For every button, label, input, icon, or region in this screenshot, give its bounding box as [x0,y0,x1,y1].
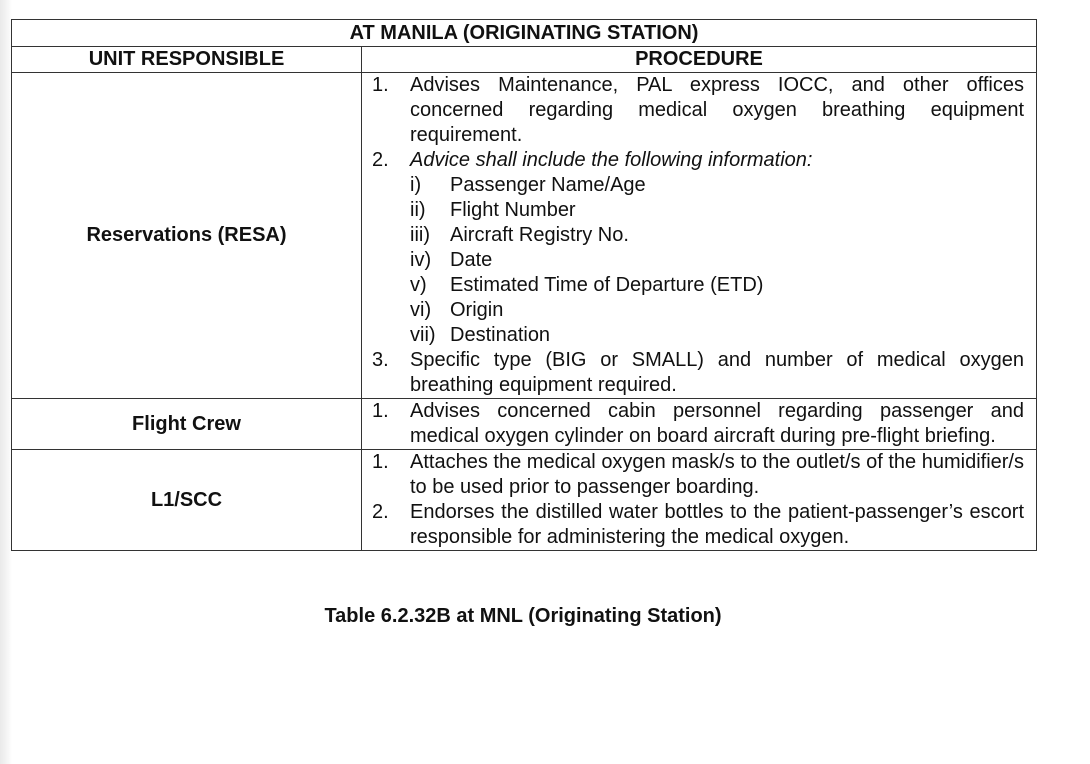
sub-text: Date [450,249,493,271]
table-title: AT MANILA (ORIGINATING STATION) [12,20,1037,47]
step-number: 1. [372,451,389,473]
step-text: Advises Maintenance, PAL express IOCC, and other offices concerned regarding medical oxygen breathing equipment requirement. [410,74,1024,146]
sub-list [410,173,1024,348]
table-title-row [12,20,1037,47]
step-item [372,399,1024,449]
step-item [372,73,1024,148]
table-caption: Table 6.2.32B at MNL (Originating Station) [324,605,722,627]
step-item [372,500,1024,550]
procedure-cell [362,399,1037,450]
sub-item [410,323,1024,348]
step-list [372,450,1024,550]
sub-text: Estimated Time of Departure (ETD) [450,274,764,296]
table-row [12,73,1037,399]
step-item [372,348,1024,398]
unit-cell: Flight Crew [12,399,362,450]
header-procedure: PROCEDURE [362,47,1037,73]
unit-cell: L1/SCC [12,450,362,551]
step-text: Endorses the distilled water bottles to the patient-passenger’s escort responsible for administering the medical oxygen. [410,501,1024,548]
sub-item [410,298,1024,323]
sub-number: v) [410,274,427,296]
step-number: 1. [372,400,389,422]
sub-number: iii) [410,224,430,246]
step-number: 2. [372,501,389,523]
step-list [372,399,1024,449]
header-unit-responsible: UNIT RESPONSIBLE [12,47,362,73]
sub-text: Origin [450,299,504,321]
step-text: Specific type (BIG or SMALL) and number of medical oxygen breathing equipment required. [410,349,1024,396]
step-body [410,148,1024,348]
step-text: Attaches the medical oxygen mask/s to the outlet/s of the humidifier/s to be used prior to passenger boarding. [410,451,1024,498]
sub-item [410,248,1024,273]
sub-number: iv) [410,249,432,271]
sub-item [410,198,1024,223]
procedure-table [11,19,1037,551]
sub-number: vi) [410,299,432,321]
sub-text: Flight Number [450,199,576,221]
step-number: 2. [372,149,389,171]
step-text: Advises concerned cabin personnel regarding passenger and medical oxygen cylinder on board aircraft during pre-flight briefing. [410,400,1024,447]
step-item [372,148,1024,348]
sub-item [410,173,1024,198]
step-text: Advice shall include the following information: [410,149,813,171]
step-number: 1. [372,74,389,96]
sub-text: Aircraft Registry No. [450,224,629,246]
sub-text: Destination [450,324,551,346]
sub-text: Passenger Name/Age [450,174,646,196]
step-number: 3. [372,349,389,371]
sub-number: i) [410,174,422,196]
step-item [372,450,1024,500]
table-row [12,450,1037,551]
procedure-cell [362,73,1037,399]
table-row [12,399,1037,450]
sub-item [410,223,1024,248]
step-list [372,73,1024,398]
table-header-row [12,47,1037,73]
sub-item [410,273,1024,298]
procedure-cell [362,450,1037,551]
unit-cell: Reservations (RESA) [12,73,362,399]
sub-number: vii) [410,324,436,346]
sub-number: ii) [410,199,426,221]
